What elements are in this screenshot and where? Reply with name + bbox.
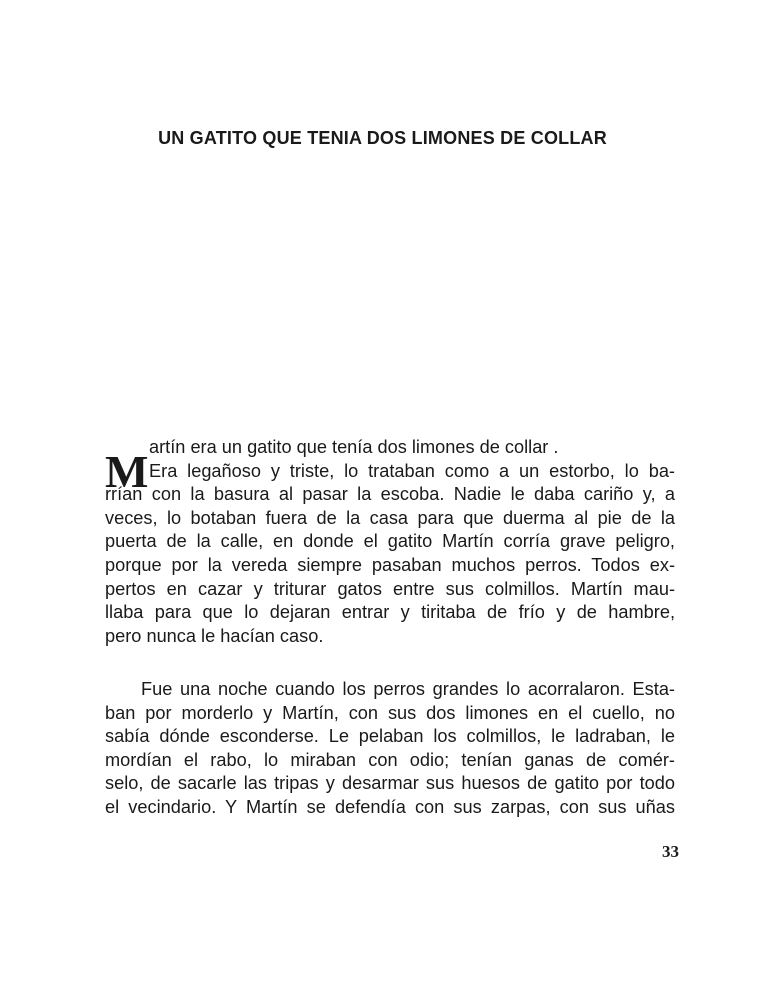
text-line: sabía dónde esconderse. Le pelaban los colmillos, le ladraban, le [105,726,675,747]
text-line: pertos en cazar y triturar gatos entre sus colmillos. Martín mau- [105,578,675,599]
text-line: mordían el rabo, lo miraban con odio; tenían ganas de comér- [105,749,675,770]
text-line: veces, lo botaban fuera de la casa para que duerma al pie de la [105,507,675,528]
paragraph-2 [105,678,675,820]
text-line: Era legañoso y triste, lo trataban como a un estorbo, lo ba- [149,460,675,481]
text-line: porque por la vereda siempre pasaban muchos perros. Todos ex- [105,554,675,575]
text-line: selo, de sacarle las tripas y desarmar sus huesos de gatito por todo [105,773,675,794]
page-number: 33 [662,842,679,861]
text-line: llaba para que lo dejaran entrar y tiritaba de frío y de hambre, [105,602,675,623]
text-line: artín era un gatito que tenía dos limones de collar . [149,437,559,457]
chapter-title: UN GATITO QUE TENIA DOS LIMONES DE COLLAR [158,128,607,148]
text-line: el vecindario. Y Martín se defendía con sus zarpas, con sus uñas [105,796,675,817]
text-line: ban por morderlo y Martín, con sus dos limones en el cuello, no [105,702,675,723]
paragraph-1 [105,436,675,648]
drop-cap: M [105,446,149,497]
text-line: pero nunca le hacían caso. [105,625,324,646]
text-line: rrían con la basura al pasar la escoba. Nadie le daba cariño y, a [105,484,675,505]
text-line: puerta de la calle, en donde el gatito Martín corría grave peligro, [105,531,675,552]
text-line: Fue una noche cuando los perros grandes lo acorralaron. Esta- [141,679,675,699]
